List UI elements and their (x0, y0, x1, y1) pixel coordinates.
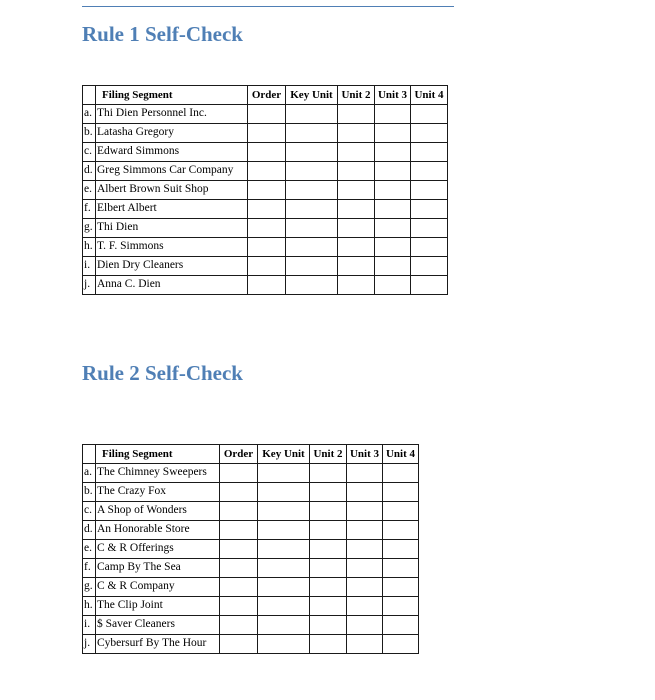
unit-2-cell[interactable] (338, 200, 375, 219)
table-row (83, 521, 419, 540)
unit-3-cell[interactable] (375, 105, 411, 124)
col-filing-segment: Filing Segment (96, 445, 220, 464)
unit-4-cell[interactable] (411, 276, 448, 295)
unit-4-cell[interactable] (383, 635, 419, 654)
filing-segment-name: The Crazy Fox (96, 483, 220, 502)
table-row (83, 483, 419, 502)
key-unit-cell[interactable] (286, 181, 338, 200)
filing-segment-name: Camp By The Sea (96, 559, 220, 578)
filing-segment-name: $ Saver Cleaners (96, 616, 220, 635)
rule-2-title: Rule 2 Self-Check (82, 361, 243, 385)
unit-3-cell[interactable] (347, 483, 383, 502)
unit-2-cell[interactable] (310, 464, 347, 483)
key-unit-cell[interactable] (258, 616, 310, 635)
rule-1-table (82, 85, 448, 295)
key-unit-cell[interactable] (258, 578, 310, 597)
filing-segment-name: Cybersurf By The Hour (96, 635, 220, 654)
row-letter: e. (83, 181, 96, 200)
order-cell[interactable] (248, 162, 286, 181)
unit-4-cell[interactable] (383, 483, 419, 502)
row-letter: f. (83, 200, 96, 219)
unit-3-cell[interactable] (347, 559, 383, 578)
col-order: Order (248, 86, 286, 105)
key-unit-cell[interactable] (258, 483, 310, 502)
table-row (83, 105, 448, 124)
unit-2-cell[interactable] (338, 276, 375, 295)
row-letter: j. (83, 635, 96, 654)
key-unit-cell[interactable] (258, 635, 310, 654)
key-unit-cell[interactable] (258, 521, 310, 540)
key-unit-cell[interactable] (286, 162, 338, 181)
unit-4-cell[interactable] (383, 540, 419, 559)
unit-3-cell[interactable] (375, 276, 411, 295)
unit-4-cell[interactable] (411, 124, 448, 143)
unit-2-cell[interactable] (310, 483, 347, 502)
row-letter: h. (83, 238, 96, 257)
unit-3-cell[interactable] (347, 521, 383, 540)
order-cell[interactable] (248, 219, 286, 238)
col-unit-3: Unit 3 (347, 445, 383, 464)
order-cell[interactable] (248, 105, 286, 124)
order-cell[interactable] (248, 276, 286, 295)
unit-4-cell[interactable] (411, 105, 448, 124)
table-row (83, 257, 448, 276)
row-letter: f. (83, 559, 96, 578)
unit-3-cell[interactable] (347, 616, 383, 635)
order-cell[interactable] (248, 257, 286, 276)
key-unit-cell[interactable] (286, 276, 338, 295)
order-cell[interactable] (248, 143, 286, 162)
header-row (83, 445, 419, 464)
col-key-unit: Key Unit (258, 445, 310, 464)
unit-2-cell[interactable] (310, 597, 347, 616)
table-row (83, 238, 448, 257)
unit-2-cell[interactable] (310, 616, 347, 635)
rule-2-table (82, 444, 419, 654)
unit-2-cell[interactable] (310, 559, 347, 578)
filing-segment-name: A Shop of Wonders (96, 502, 220, 521)
header-row (83, 86, 448, 105)
order-cell[interactable] (248, 124, 286, 143)
key-unit-cell[interactable] (258, 464, 310, 483)
key-unit-cell[interactable] (258, 597, 310, 616)
unit-3-cell[interactable] (375, 162, 411, 181)
table-row (83, 616, 419, 635)
col-unit-4: Unit 4 (411, 86, 448, 105)
key-unit-cell[interactable] (286, 238, 338, 257)
unit-3-cell[interactable] (347, 578, 383, 597)
order-cell[interactable] (220, 502, 258, 521)
row-letter: g. (83, 578, 96, 597)
unit-4-cell[interactable] (411, 219, 448, 238)
unit-4-cell[interactable] (411, 162, 448, 181)
unit-3-cell[interactable] (375, 181, 411, 200)
key-unit-cell[interactable] (258, 502, 310, 521)
unit-4-cell[interactable] (383, 597, 419, 616)
unit-2-cell[interactable] (310, 635, 347, 654)
unit-2-cell[interactable] (338, 124, 375, 143)
unit-4-cell[interactable] (411, 238, 448, 257)
col-key-unit: Key Unit (286, 86, 338, 105)
order-cell[interactable] (248, 238, 286, 257)
filing-segment-name: The Chimney Sweepers (96, 464, 220, 483)
table-row (83, 502, 419, 521)
key-unit-cell[interactable] (286, 200, 338, 219)
unit-3-cell[interactable] (347, 502, 383, 521)
table-row (83, 219, 448, 238)
top-divider (82, 6, 454, 7)
filing-segment-name: Elbert Albert (96, 200, 248, 219)
unit-4-cell[interactable] (411, 257, 448, 276)
key-unit-cell[interactable] (286, 257, 338, 276)
filing-segment-name: The Clip Joint (96, 597, 220, 616)
filing-segment-name: Anna C. Dien (96, 276, 248, 295)
key-unit-cell[interactable] (286, 219, 338, 238)
row-letter: i. (83, 616, 96, 635)
row-letter: a. (83, 105, 96, 124)
unit-3-cell[interactable] (375, 257, 411, 276)
unit-2-cell[interactable] (338, 181, 375, 200)
row-letter: g. (83, 219, 96, 238)
row-letter: j. (83, 276, 96, 295)
filing-segment-name: Thi Dien Personnel Inc. (96, 105, 248, 124)
unit-3-cell[interactable] (347, 464, 383, 483)
order-cell[interactable] (220, 616, 258, 635)
col-filing-segment: Filing Segment (96, 86, 248, 105)
col-unit-2: Unit 2 (310, 445, 347, 464)
unit-3-cell[interactable] (375, 200, 411, 219)
unit-3-cell[interactable] (347, 635, 383, 654)
filing-segment-name: C & R Offerings (96, 540, 220, 559)
row-letter: c. (83, 502, 96, 521)
row-letter: i. (83, 257, 96, 276)
row-letter: d. (83, 521, 96, 540)
unit-2-cell[interactable] (338, 219, 375, 238)
unit-4-cell[interactable] (383, 502, 419, 521)
unit-2-cell[interactable] (338, 143, 375, 162)
order-cell[interactable] (220, 578, 258, 597)
unit-4-cell[interactable] (383, 578, 419, 597)
unit-3-cell[interactable] (347, 540, 383, 559)
order-cell[interactable] (248, 200, 286, 219)
unit-3-cell[interactable] (375, 219, 411, 238)
table-row (83, 559, 419, 578)
col-unit-3: Unit 3 (375, 86, 411, 105)
table-row (83, 181, 448, 200)
key-unit-cell[interactable] (258, 540, 310, 559)
unit-4-cell[interactable] (383, 616, 419, 635)
key-unit-cell[interactable] (286, 105, 338, 124)
table-row (83, 578, 419, 597)
unit-4-cell[interactable] (411, 143, 448, 162)
order-cell[interactable] (220, 597, 258, 616)
order-cell[interactable] (220, 540, 258, 559)
unit-3-cell[interactable] (375, 238, 411, 257)
table-row (83, 143, 448, 162)
table-row (83, 597, 419, 616)
unit-4-cell[interactable] (383, 464, 419, 483)
key-unit-cell[interactable] (258, 559, 310, 578)
unit-4-cell[interactable] (383, 521, 419, 540)
unit-2-cell[interactable] (310, 540, 347, 559)
table-row (83, 276, 448, 295)
unit-4-cell[interactable] (383, 559, 419, 578)
row-letter: d. (83, 162, 96, 181)
order-cell[interactable] (248, 181, 286, 200)
filing-segment-name: C & R Company (96, 578, 220, 597)
row-letter: b. (83, 483, 96, 502)
col-unit-2: Unit 2 (338, 86, 375, 105)
table-row (83, 635, 419, 654)
unit-2-cell[interactable] (310, 502, 347, 521)
filing-segment-name: Latasha Gregory (96, 124, 248, 143)
unit-2-cell[interactable] (338, 257, 375, 276)
corner-cell (83, 445, 96, 464)
unit-3-cell[interactable] (375, 143, 411, 162)
unit-2-cell[interactable] (310, 578, 347, 597)
unit-2-cell[interactable] (338, 162, 375, 181)
unit-3-cell[interactable] (375, 124, 411, 143)
unit-3-cell[interactable] (347, 597, 383, 616)
filing-segment-name: Dien Dry Cleaners (96, 257, 248, 276)
row-letter: a. (83, 464, 96, 483)
row-letter: e. (83, 540, 96, 559)
unit-2-cell[interactable] (338, 105, 375, 124)
order-cell[interactable] (220, 483, 258, 502)
filing-segment-name: An Honorable Store (96, 521, 220, 540)
order-cell[interactable] (220, 521, 258, 540)
order-cell[interactable] (220, 635, 258, 654)
table-row (83, 464, 419, 483)
filing-segment-name: Albert Brown Suit Shop (96, 181, 248, 200)
row-letter: h. (83, 597, 96, 616)
order-cell[interactable] (220, 464, 258, 483)
unit-2-cell[interactable] (338, 238, 375, 257)
row-letter: c. (83, 143, 96, 162)
filing-segment-name: Greg Simmons Car Company (96, 162, 248, 181)
row-letter: b. (83, 124, 96, 143)
unit-4-cell[interactable] (411, 181, 448, 200)
filing-segment-name: Thi Dien (96, 219, 248, 238)
filing-segment-name: T. F. Simmons (96, 238, 248, 257)
col-unit-4: Unit 4 (383, 445, 419, 464)
unit-4-cell[interactable] (411, 200, 448, 219)
col-order: Order (220, 445, 258, 464)
corner-cell (83, 86, 96, 105)
table-row (83, 540, 419, 559)
table-row (83, 200, 448, 219)
order-cell[interactable] (220, 559, 258, 578)
key-unit-cell[interactable] (286, 124, 338, 143)
table-row (83, 162, 448, 181)
filing-segment-name: Edward Simmons (96, 143, 248, 162)
rule-1-title: Rule 1 Self-Check (82, 22, 243, 46)
key-unit-cell[interactable] (286, 143, 338, 162)
unit-2-cell[interactable] (310, 521, 347, 540)
table-row (83, 124, 448, 143)
